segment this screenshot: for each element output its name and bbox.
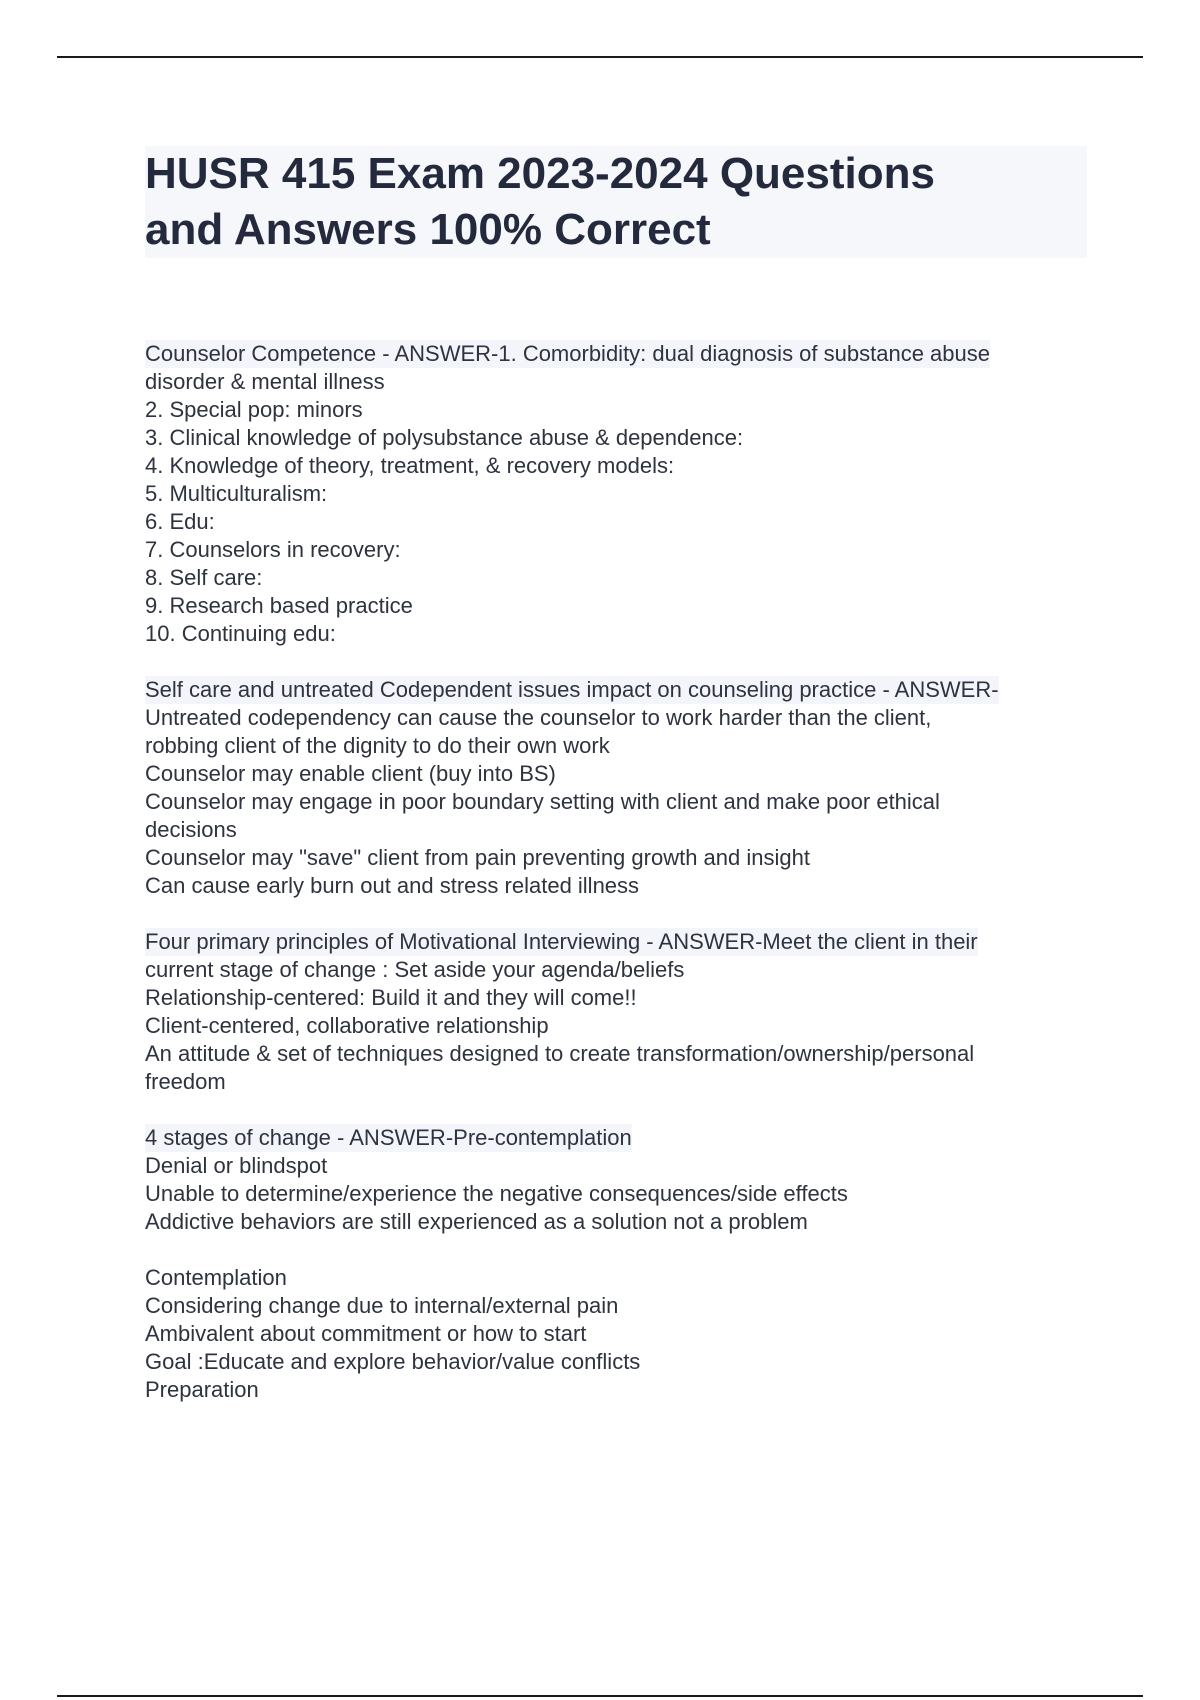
qa-line: Counselor Competence - ANSWER-1. Comorbidity: dual diagnosis of substance abuse [145,341,990,366]
qa-line: 4. Knowledge of theory, treatment, & recovery models: [145,453,675,478]
top-rule [57,56,1143,58]
qa-line: Goal :Educate and explore behavior/value conflicts [145,1349,641,1374]
qa-line: 8. Self care: [145,565,263,590]
qa-line: Counselor may "save" client from pain preventing growth and insight [145,845,810,870]
qa-line: current stage of change : Set aside your agenda/beliefs [145,957,685,982]
qa-line: freedom [145,1069,226,1094]
bottom-rule [57,1695,1143,1697]
qa-line: Four primary principles of Motivational Interviewing - ANSWER-Meet the client in their [145,929,978,954]
qa-line: 6. Edu: [145,509,215,534]
qa-line: 7. Counselors in recovery: [145,537,401,562]
qa-line: 3. Clinical knowledge of polysubstance abuse & dependence: [145,425,744,450]
qa-line: Untreated codependency can cause the counselor to work harder than the client, [145,705,932,730]
document-title [145,146,1087,258]
title-block [145,146,1087,258]
qa-line: Relationship-centered: Build it and they will come!! [145,985,637,1010]
qa-line: An attitude & set of techniques designed to create transformation/ownership/personal [145,1041,975,1066]
qa-line: decisions [145,817,237,842]
qa-block-stages-of-change [145,1124,1095,1236]
qa-line: Can cause early burn out and stress related illness [145,873,640,898]
qa-block-contemplation [145,1264,1095,1404]
qa-line: 4 stages of change - ANSWER-Pre-contemplation [145,1125,632,1150]
title-line-2: and Answers 100% Correct [145,205,711,254]
qa-line: Counselor may engage in poor boundary setting with client and make poor ethical [145,789,940,814]
document-body [145,340,1095,1432]
qa-block-motivational-interviewing [145,928,1095,1096]
qa-line: 5. Multiculturalism: [145,481,328,506]
qa-line: 10. Continuing edu: [145,621,336,646]
qa-line: Preparation [145,1377,259,1402]
qa-line: Denial or blindspot [145,1153,328,1178]
qa-line: Client-centered, collaborative relationship [145,1013,549,1038]
qa-line: Contemplation [145,1265,287,1290]
qa-line: Considering change due to internal/external pain [145,1293,619,1318]
qa-block-codependent-issues [145,676,1095,900]
qa-line: robbing client of the dignity to do their own work [145,733,610,758]
qa-line: 9. Research based practice [145,593,413,618]
qa-line: Unable to determine/experience the negative consequences/side effects [145,1181,848,1206]
qa-block-counselor-competence [145,340,1095,648]
qa-line: disorder & mental illness [145,369,385,394]
qa-line: Self care and untreated Codependent issues impact on counseling practice - ANSWER- [145,677,999,702]
qa-line: Counselor may enable client (buy into BS) [145,761,556,786]
qa-line: Ambivalent about commitment or how to start [145,1321,587,1346]
qa-line: 2. Special pop: minors [145,397,363,422]
title-line-1: HUSR 415 Exam 2023-2024 Questions [145,149,935,198]
qa-line: Addictive behaviors are still experienced as a solution not a problem [145,1209,808,1234]
